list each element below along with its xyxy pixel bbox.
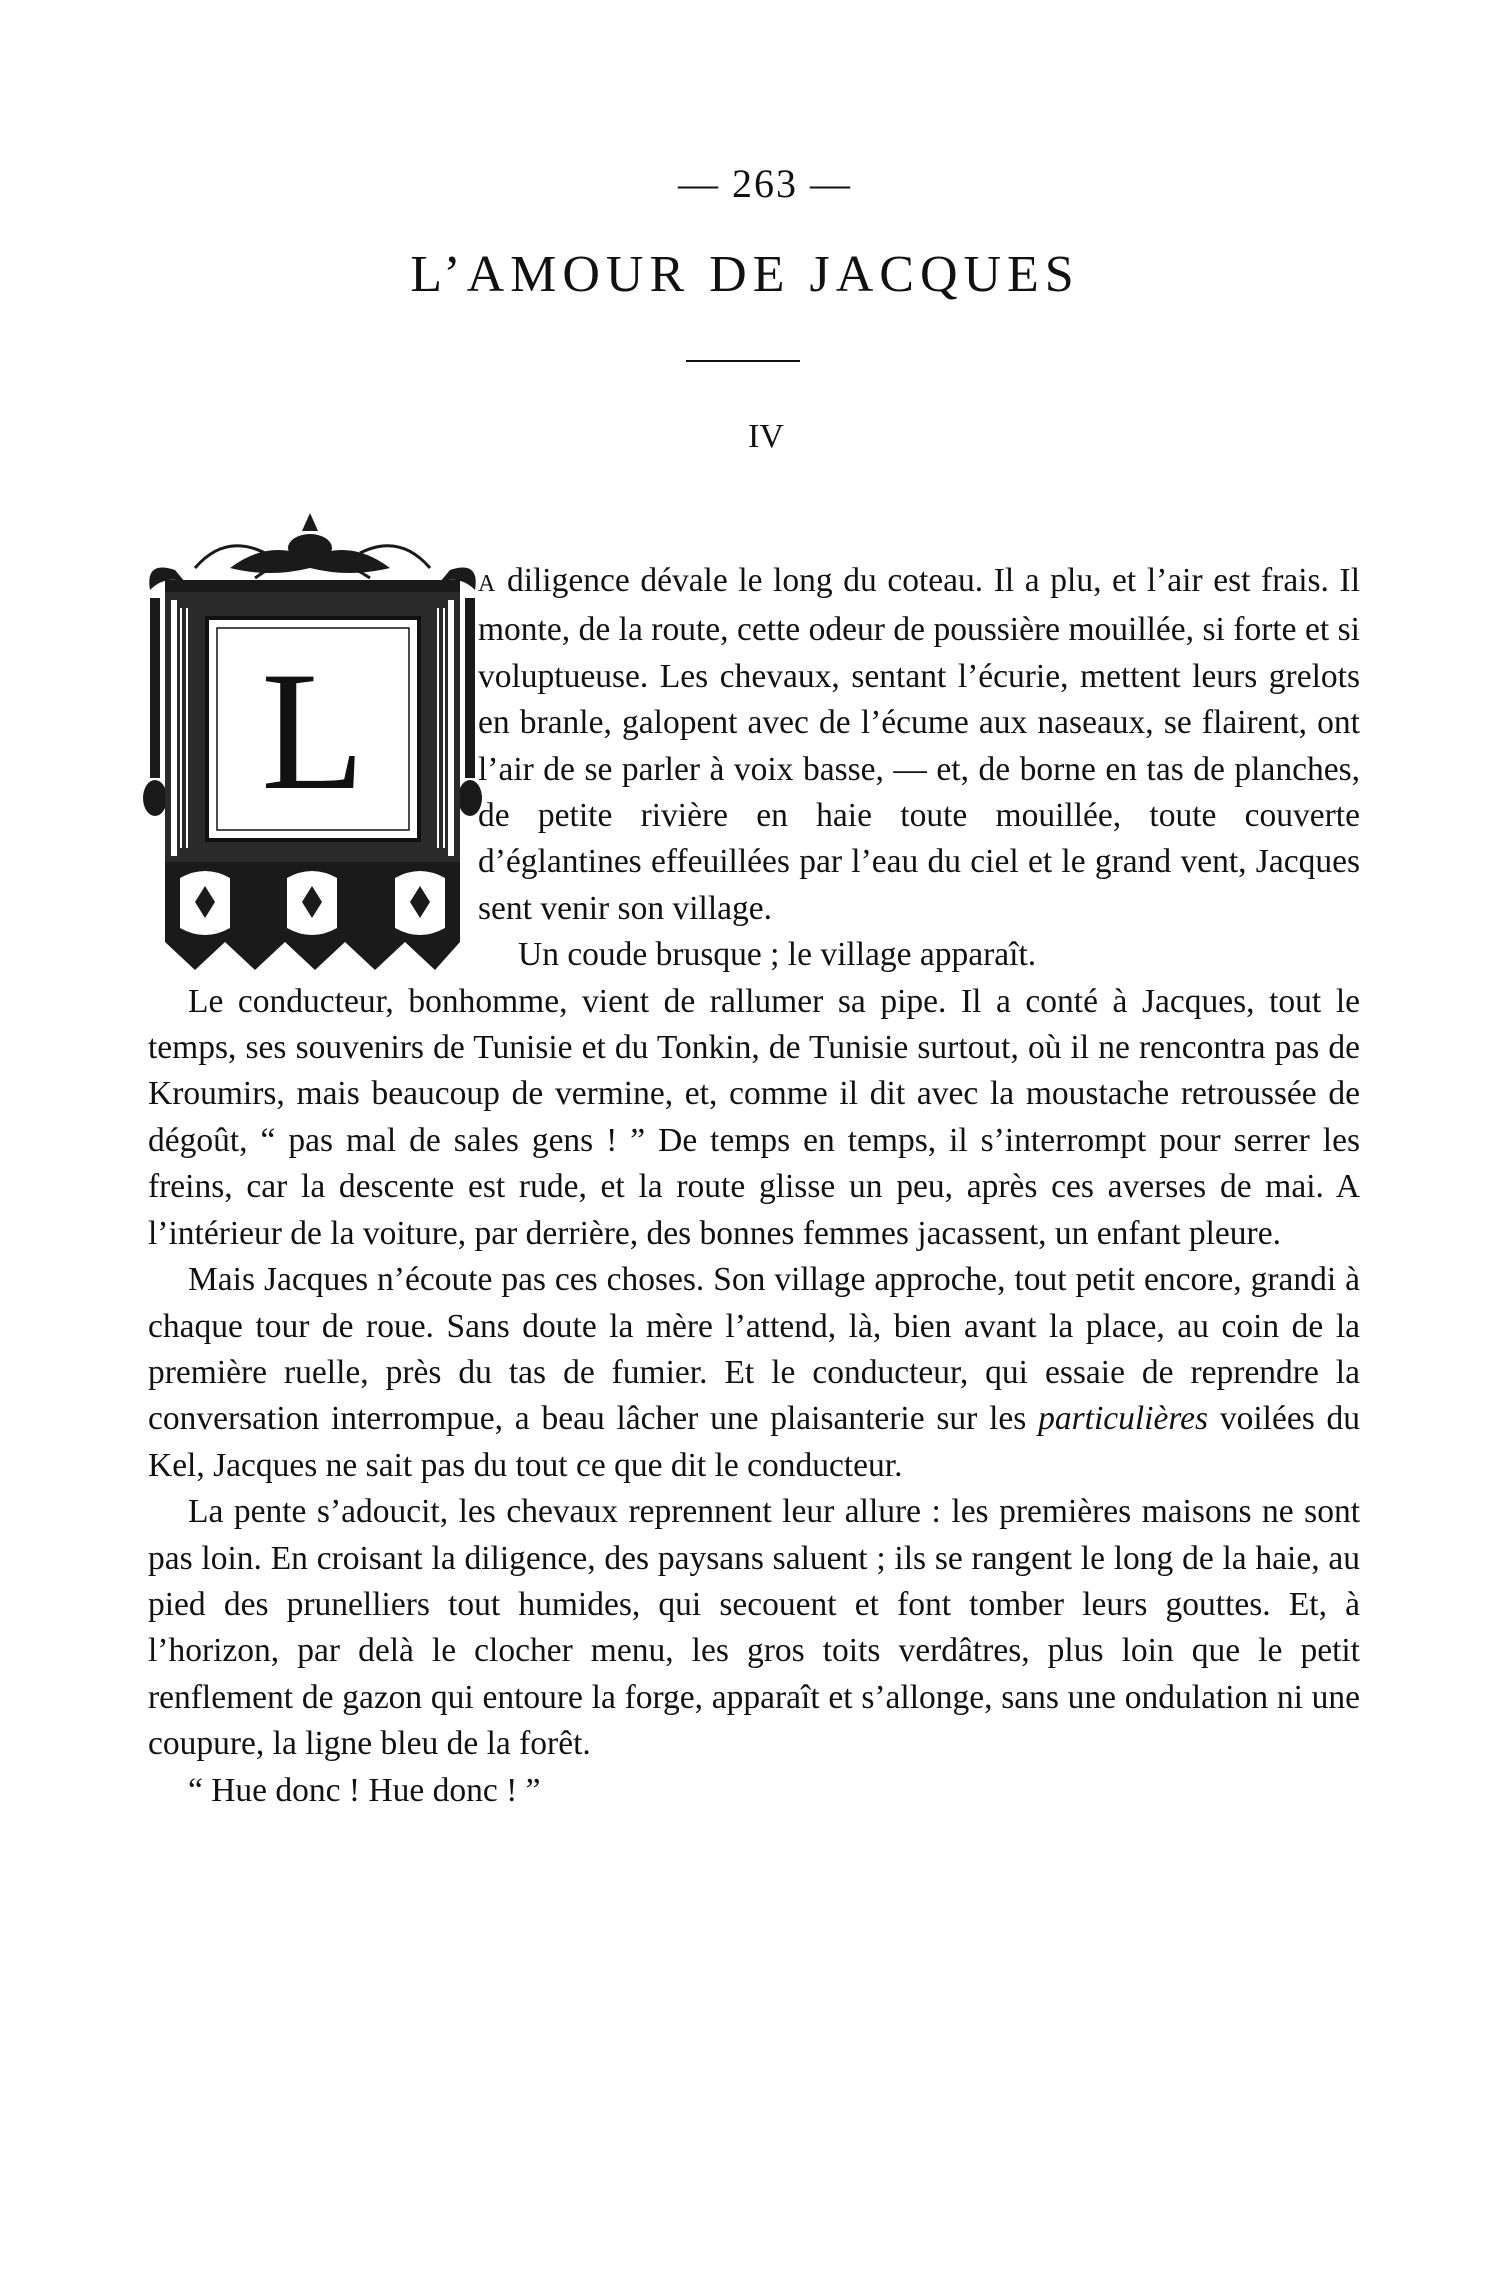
paragraph-6: “ Hue donc ! Hue donc ! ” — [188, 1771, 541, 1809]
paragraph-4-italic: particulières — [1038, 1400, 1209, 1438]
paragraph-1 — [148, 558, 1360, 932]
section-number: IV — [748, 418, 784, 455]
dropcap-letter: L — [261, 637, 365, 825]
page-number: — 263 — — [678, 161, 852, 206]
chapter-title: L’AMOUR DE JACQUES — [410, 246, 1080, 303]
paragraph-1-text: diligence dévale le long du coteau. Il a plu, et l’air est frais. Il monte, de la route, cette odeur de poussière mouillée, si forte et si voluptueuse. Les chevaux, sentant l’écurie, mettent leurs grelots en branle, galopent avec de l’écume aux naseaux, se flairent, ont l’air de se parler à voix basse, — et, de borne en tas de planches, de petite rivière en haie toute mouillée, toute couverte d’églantines effeuillées par l’eau du ciel et le grand vent, Jacques sent venir son village. — [478, 562, 1360, 927]
body-text — [148, 558, 1360, 1814]
paragraph-5: La pente s’adoucit, les chevaux reprennent leur allure : les premières maisons ne sont pas loin. En croisant la diligence, des paysans saluent ; ils se rangent le long de la haie, au pied des prunelliers tout humides, qui secouent et font tomber leurs gouttes. Et, à l’horizon, par delà le clocher menu, les gros toits verdâtres, plus loin que le petit renflement de gazon qui entoure la forge, apparaît et s’allonge, sans une ondulation ni une coupure, la ligne bleu de la forêt. — [148, 1493, 1360, 1763]
paragraph-4 — [148, 1257, 1360, 1489]
paragraph-2: Un coude brusque ; le village apparaît. — [518, 936, 1037, 974]
dropcap-space — [148, 552, 478, 967]
paragraph-3: Le conducteur, bonhomme, vient de rallumer sa pipe. Il a conté à Jacques, tout le temps, ses souvenirs de Tunisie et du Tonkin, de Tunisie surtout, où il ne rencontra pas de Kroumirs, mais beaucoup de vermine, et, comme il dit avec la moustache retroussée de dégoût, “ pas mal de sales gens ! ” De temps en temps, il s’interrompt pour serrer les freins, car la descente est rude, et la route glisse un peu, après ces averses de mai. A l’intérieur de la voiture, par derrière, des bonnes femmes jacassent, un enfant pleure. — [148, 982, 1360, 1252]
paragraph-4-text-a: Mais Jacques n’écoute pas ces choses. Son village approche, tout petit encore, grandi à chaque tour de roue. Sans doute la mère l’attend, là, bien avant la place, au coin de la première ruelle, près du tas de fumier. Et le conducteur, qui essaie de reprendre la conversation interrompue, a beau lâcher une plaisanterie sur les — [148, 1261, 1360, 1438]
paragraph-4-text-b: voilées du Kel, Jacques ne sait pas du tout ce que dit le conducteur. — [148, 1400, 1361, 1484]
title-divider — [686, 360, 800, 362]
first-word-rest: A — [478, 571, 497, 597]
